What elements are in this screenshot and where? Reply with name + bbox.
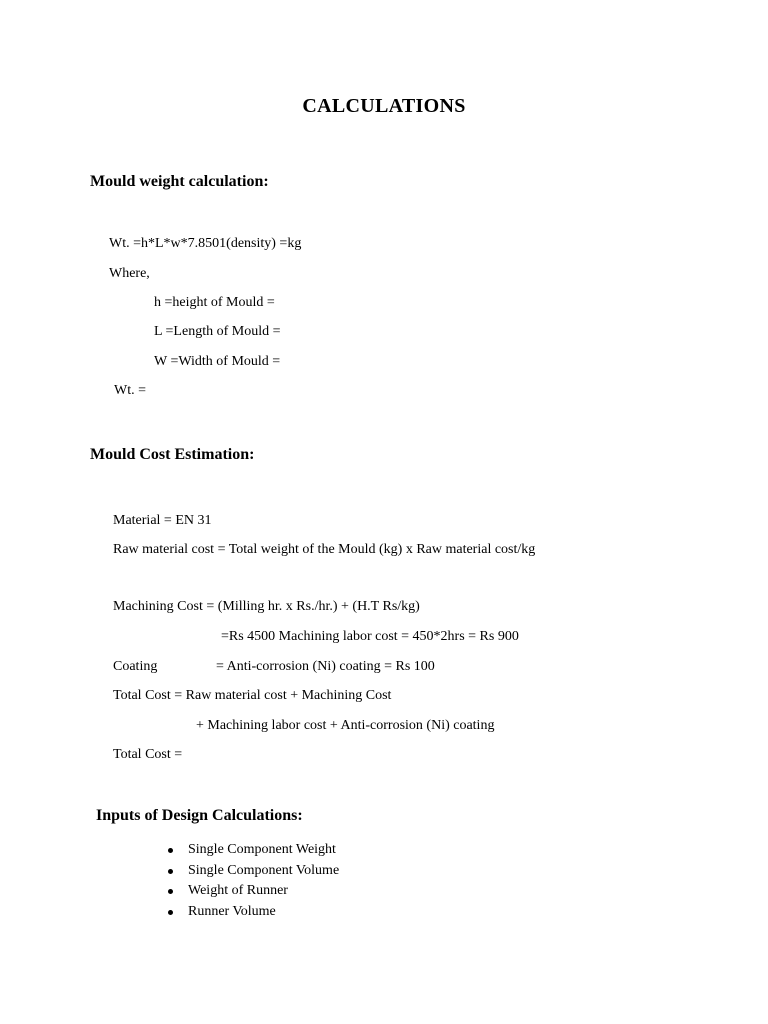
where-label: Where, <box>109 266 150 281</box>
bullet-icon <box>168 869 173 874</box>
list-item: Single Component Weight <box>166 840 339 861</box>
weight-formula: Wt. =h*L*w*7.8501(density) =kg <box>109 236 302 251</box>
material-line: Material = EN 31 <box>113 513 212 528</box>
bullet-icon <box>168 848 173 853</box>
total-cost-line-1: Total Cost = Raw material cost + Machining Cost <box>113 688 392 703</box>
list-item: Runner Volume <box>166 902 339 923</box>
inputs-heading: Inputs of Design Calculations: <box>96 807 303 824</box>
raw-material-cost-line: Raw material cost = Total weight of the Mould (kg) x Raw material cost/kg <box>113 542 536 557</box>
coating-value: = Anti-corrosion (Ni) coating = Rs 100 <box>216 659 435 674</box>
length-line: L =Length of Mould = <box>154 324 281 339</box>
mould-weight-heading: Mould weight calculation: <box>90 173 269 190</box>
coating-label: Coating <box>113 659 158 674</box>
width-line: W =Width of Mould = <box>154 354 281 369</box>
list-item: Weight of Runner <box>166 881 339 902</box>
bullet-icon <box>168 910 173 915</box>
bullet-icon <box>168 889 173 894</box>
inputs-list <box>166 840 339 922</box>
page-title: CALCULATIONS <box>302 95 466 117</box>
total-cost-line-2: + Machining labor cost + Anti-corrosion (Ni) coating <box>196 718 495 733</box>
mould-cost-heading: Mould Cost Estimation: <box>90 446 255 463</box>
height-line: h =height of Mould = <box>154 295 275 310</box>
machining-cost-value-line: =Rs 4500 Machining labor cost = 450*2hrs = Rs 900 <box>221 629 519 644</box>
machining-cost-line: Machining Cost = (Milling hr. x Rs./hr.) + (H.T Rs/kg) <box>113 599 420 614</box>
list-item: Single Component Volume <box>166 861 339 882</box>
weight-result-line: Wt. = <box>114 383 146 398</box>
total-cost-result-line: Total Cost = <box>113 747 183 762</box>
